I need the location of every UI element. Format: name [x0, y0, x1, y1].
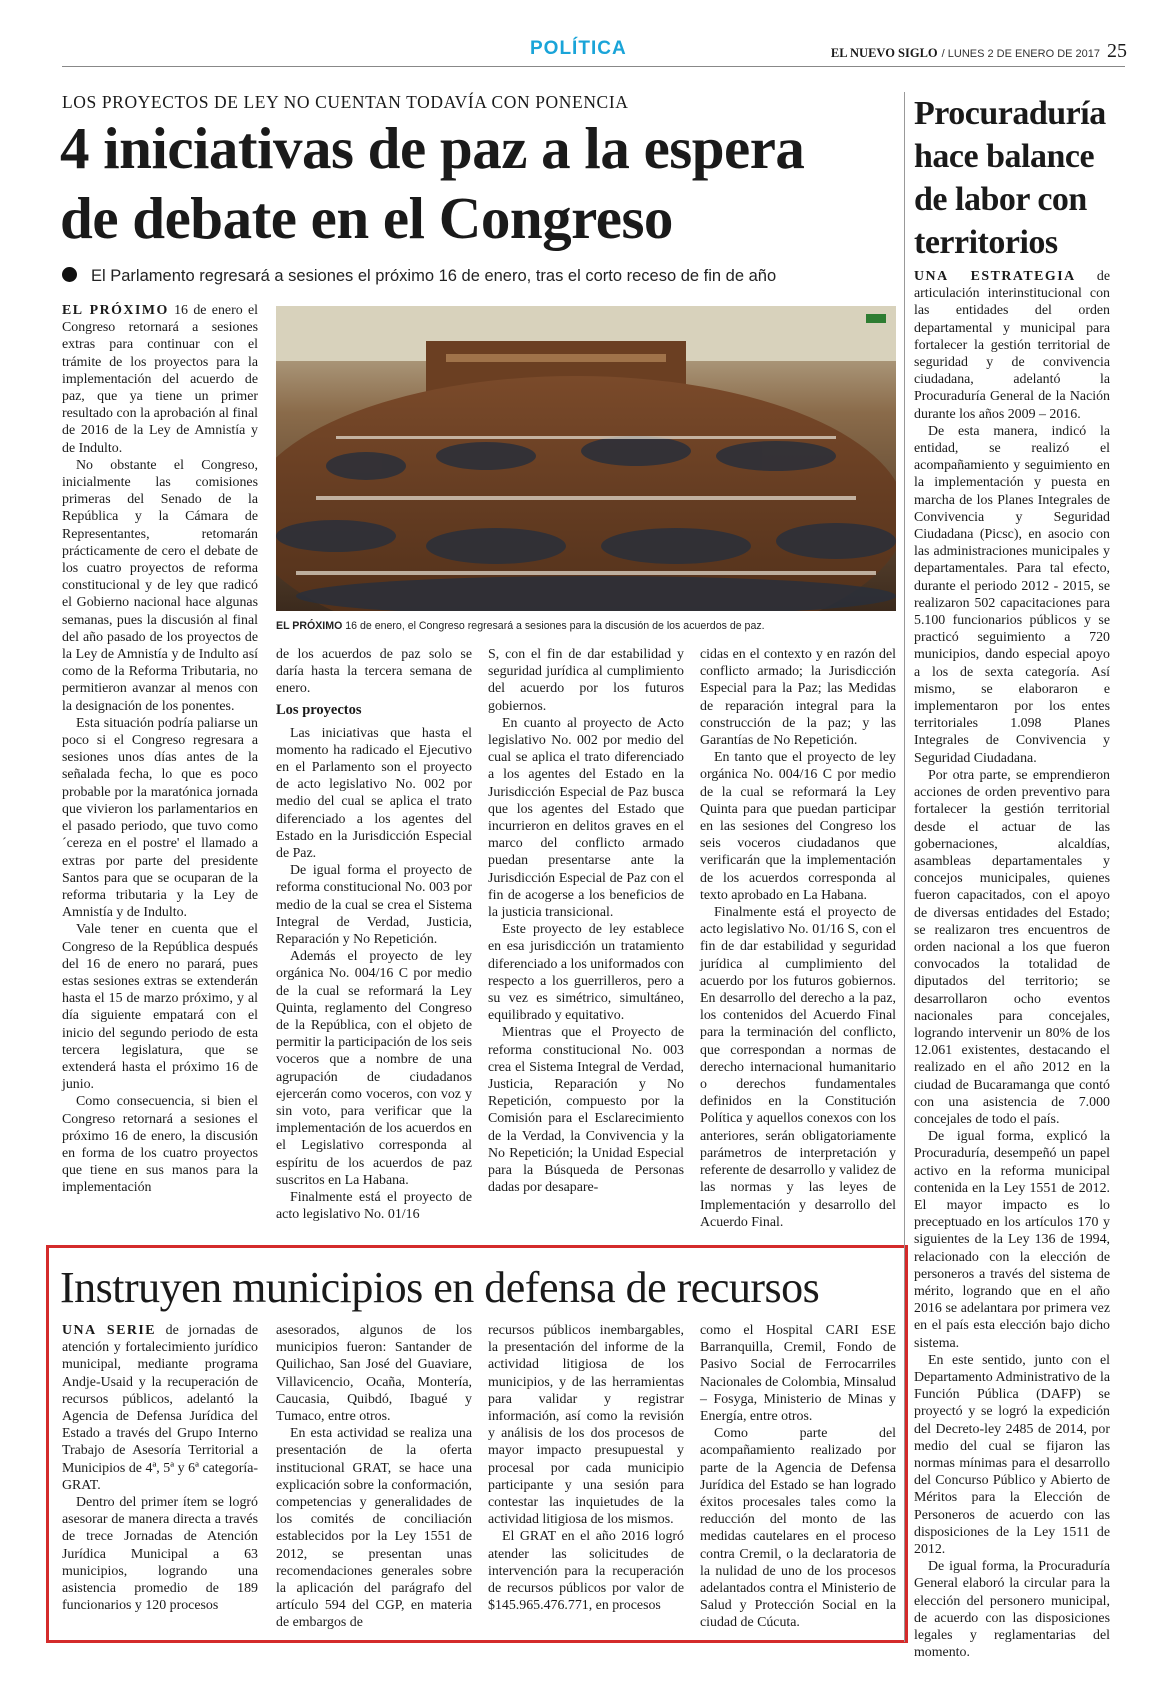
article-column-4 [700, 646, 896, 1231]
paragraph: Como consecuencia, si bien el Congreso retornará a sesiones el próximo 16 de enero, la discusión en forma de los cuatro proyectos que tiene en sus manos para la implementación [62, 1094, 258, 1196]
box-column-1 [62, 1322, 258, 1614]
paragraph: de jornadas de atención y fortalecimiento jurídico municipal, mediante programa Andje-Usaid y la recuperación de recursos públicos, adelantó la Agencia de Defensa Jurídica del Estado a través del Grupo Interno Trabajo de Asesoría Territorial a Municipios de 4ª, 5ª y 6ª categoría- GRAT. [62, 1323, 258, 1493]
box-title: Instruyen municipios en defensa de recursos [60, 1263, 820, 1312]
paragraph: No obstante el Congreso, inicialmente las comisiones primeras del Senado de la República y la Cámara de Representantes, retomarán prácticamente de cero el debate de los cuatro proyectos de reforma constitucional y de ley que radicó el Gobierno nacional hace algunas semanas, pues la discusión al final del año pasado de los proyectos de la Ley de Amnistía y de Indulto así como de la Reforma Tributaria, no permitieron avanzar al menos con la designación de los ponentes. [62, 457, 258, 714]
page-number: 25 [1107, 40, 1127, 62]
sidebar-column [914, 268, 1110, 1661]
kicker: LOS PROYECTOS DE LEY NO CUENTAN TODAVÍA CON PONENCIA [62, 92, 629, 112]
paragraph: Finalmente está el proyecto de acto legislativo No. 01/16 [276, 1190, 472, 1223]
photo-caption [276, 620, 765, 632]
paragraph: Dentro del primer ítem se logró asesorar de manera directa a través de trece Jornadas de Atención Jurídica Municipal a 63 municipios, logrando una asistencia promedio de 189 funcionarios y 120 procesos [62, 1495, 258, 1614]
headline-line-2: de debate en el Congreso [60, 185, 673, 251]
subtitle-text: El Parlamento regresará a sesiones el próximo 16 de enero, tras el corto receso de fin de año [91, 267, 777, 285]
paragraph: Esta situación podría paliarse un poco si el Congreso regresara a sesiones unos días antes de la señalada fecha, lo que es poco probable por la maratónica jornada que vivieron los parlamentarios en el pasado periodo, que tuvo como ´cereza en el postre' el llamado a extras por parte del presidente Santos para que se ocuparan de la reforma tributaria y la Ley de Amnistía y de Indulto. [62, 715, 258, 921]
sidebar-title: Procuraduría hace balance de labor con territorios [914, 95, 1106, 261]
paragraph: de los acuerdos de paz solo se daría hasta la tercera semana de enero. [276, 647, 472, 697]
paragraph: cidas en el contexto y en razón del conflicto armado; la Jurisdicción Especial para la Paz; las Medidas de reparación integral para la construcción de la paz; y las Garantías de No Repetición. [700, 647, 896, 749]
congress-photo [276, 306, 896, 611]
caption-text: 16 de enero, el Congreso regresará a sesiones para la discusión de los acuerdos de paz. [342, 620, 765, 632]
paragraph: Mientras que el Proyecto de reforma constitucional No. 003 crea el Sistema Integral de Verdad, Justicia, Reparación y No Repetición, compuesto por la Comisión para el Esclarecimiento de la Verdad, la Convivencia y la No Repetición; la Unidad Especial para la Búsqueda de Personas dadas por desapare- [488, 1025, 684, 1196]
paragraph: Vale tener en cuenta que el Congreso de la República después del 16 de enero no parará, pues estas sesiones extras se extenderán hasta el 15 de marzo próximo, y al día siguiente empatará con el inicio del segundo periodo de esta tercera legislatura, que se extenderá hasta el próximo 16 de junio. [62, 922, 258, 1093]
issue-date: / LUNES 2 DE ENERO DE 2017 [941, 48, 1100, 60]
headline [60, 113, 890, 253]
paragraph: El GRAT en el año 2016 logró atender las solicitudes de intervención para la recuperación de recursos públicos por valor de $145.965.476.771, en procesos [488, 1529, 684, 1614]
subheading: Los proyectos [276, 701, 362, 718]
article-column-2 [276, 646, 472, 1224]
paragraph: De esta manera, indicó la entidad, se realizó el acompañamiento y seguimiento en la implementación y puesta en marcha de los Planes Integrales de Convivencia y Seguridad Ciudadana (Picsc), en asocio con las administraciones municipales y departamentales. Para tal efecto, durante el periodo 2012 - 2015, se realizaron 502 capacitaciones para 5.100 funcionarios públicos y se practicó seguimiento a 720 municipios, dando especial apoyo a los de sexta categoría. Así mismo, se elaboraron e implementaron por los entes territoriales 1.098 Planes Integrales de Convivencia y Seguridad Ciudadana. [914, 423, 1110, 766]
lead-words: EL PRÓXIMO [62, 303, 169, 318]
paragraph: asesorados, algunos de los municipios fueron: Santander de Quilichao, San José del Guaviare, Villavicencio, Ocaña, Montería, Caucasia, Quibdó, Ibagué y Tumaco, entre otros. [276, 1323, 472, 1425]
paragraph: En cuanto al proyecto de Acto legislativo No. 002 por medio del cual se aplica el trato diferenciado a los agentes del Estado en la Jurisdicción Especial de Paz busca que los agentes del Estado que incurrieron en delitos graves en el marco del conflicto armado puedan presentarse ante la Jurisdicción Especial de Paz con el fin de acogerse a los beneficios de la justicia transicional. [488, 715, 684, 921]
paragraph: De igual forma, explicó la Procuraduría, desempeñó un papel activo en la reforma municipal contenida en la Ley 1551 de 2012. El mayor impacto es lo preceptuado en los artículos 170 y siguientes de la Ley 136 de 1994, relacionado con la elección de personeros a través del sistema de mérito, logrando que en el año 2016 se adelantara por primera vez en el país esta elección bajo dicho sistema. [914, 1129, 1110, 1351]
bullet-icon [62, 267, 77, 282]
paragraph: Las iniciativas que hasta el momento ha radicado el Ejecutivo en el Parlamento son el proyecto de acto legislativo No. 002 por medio del cual se aplica el trato diferenciado a los agentes del Estado en la Jurisdicción Especial de Paz. [276, 725, 472, 862]
paragraph: De igual forma, la Procuraduría General elaboró la circular para la elección del personero municipal, de acuerdo con las disposiciones legales y reglamentarias del momento. [914, 1559, 1110, 1661]
paragraph: S, con el fin de dar estabilidad y seguridad jurídica al cumplimiento del acuerdo por los futuros gobiernos. [488, 647, 684, 714]
paragraph: como el Hospital CARI ESE Barranquilla, Cremil, Fondo de Pasivo Social de Ferrocarriles Nacionales de Colombia, Minsalud – Fosyga, Ministerio de Minas y Energía, entre otros. [700, 1323, 896, 1425]
paragraph: Finalmente está el proyecto de acto legislativo No. 01/16 S, con el fin de dar estabilidad y seguridad jurídica al cumplimiento del acuerdo por los futuros gobiernos. En desarrollo del derecho a la paz, los contenidos del Acuerdo Final para la terminación del conflicto, que correspondan a normas de derecho internacional humanitario o derechos fundamentales definidos en la Constitución Política y aquellos conexos con los anteriores, serán obligatoriamente parámetros de interpretación y referente de desarrollo y validez de las normas y las leyes de Implementación y desarrollo del Acuerdo Final. [700, 905, 896, 1230]
lead-words: UNA SERIE [62, 1323, 157, 1338]
sidebar-divider [904, 92, 905, 1642]
article-column-1 [62, 302, 258, 1197]
caption-lead: EL PRÓXIMO [276, 620, 343, 632]
box-column-2 [276, 1322, 472, 1632]
paragraph: En tanto que el proyecto de ley orgánica No. 004/16 C por medio de la cual se reformará la Ley Quinta para que puedan participar en las sesiones del Congreso los seis voceros ciudadanos que verificarán que la implementación de los acuerdos corresponda al texto aprobado en La Habana. [700, 750, 896, 903]
paragraph: De igual forma el proyecto de reforma constitucional No. 003 por medio de la cual se crea el Sistema Integral de Verdad, Justicia, Reparación y No Repetición. [276, 863, 472, 948]
headline-line-1: 4 iniciativas de paz a la espera [60, 115, 805, 181]
paragraph: En este sentido, junto con el Departamento Administrativo de la Función Pública (DAFP) se proyectó y se logró la expedición del Decreto-ley 2485 de 2014, por medio del cual se fijaron las normas mínimas para el desarrollo del Concurso Público y Abierto de Méritos para la Elección de Personeros de acuerdo con las disposiciones de la Ley 1511 de 2012. [914, 1352, 1110, 1558]
header-meta [831, 40, 1127, 63]
photo-credit-badge [866, 314, 886, 323]
paragraph: Este proyecto de ley establece en esa jurisdicción un tratamiento diferenciado a los uniformados con respecto a los guerrilleros, pero a su vez es simétrico, simultáneo, equilibrado y equitativo. [488, 922, 684, 1024]
paper-name: EL NUEVO SIGLO [830, 46, 938, 60]
box-column-4 [700, 1322, 896, 1632]
box-column-3 [488, 1322, 684, 1614]
subtitle [62, 267, 776, 286]
paragraph: En esta actividad se realiza una presentación de la oferta institucional GRAT, se hace una explicación sobre la conformación, competencias y generalidades de los comités de conciliación establecidos por la Ley 1551 de 2012, se presentan unas recomendaciones generales sobre la aplicación del parágrafo del artículo 594 del CGP, en materia de embargos de [276, 1426, 472, 1631]
paragraph: 16 de enero el Congreso retornará a sesiones extras para continuar con el trámite de los proyectos para la implementación del acuerdo de paz, que ya tiene un primer resultado con la aprobación al final de 2016 de la Ley de Amnistía y de Indulto. [62, 303, 258, 456]
paragraph: Además el proyecto de ley orgánica No. 004/16 C por medio de la cual se reformará la Ley Quinta, reglamento del Congreso de la República, con el objeto de permitir la participación de los seis voceros que a nombre de una agrupación de ciudadanos ejercerán como voceros, con voz y sin voto, para verificar que la implementación de los acuerdos en el Legislativo corresponda al espíritu de los acuerdos de paz suscritos en La Habana. [276, 949, 472, 1188]
paragraph: de articulación interinstitucional con las entidades del orden departamental y municipal para fortalecer la gestión territorial de seguridad y de convivencia ciudadana, adelantó la Procuraduría General de la Nación durante los años 2009 – 2016. [914, 269, 1110, 422]
lead-words: UNA ESTRATEGIA [914, 269, 1076, 284]
article-column-3 [488, 646, 684, 1197]
paragraph: recursos públicos inembargables, la presentación del informe de la actividad litigiosa de los municipios, y de las herramientas para validar y registrar información, así como la revisión y análisis de los dos procesos de mayor impacto presupuestal y procesal por cada municipio participante y una sesión para contestar las inquietudes de la actividad litigiosa de los mismos. [488, 1323, 684, 1528]
section-label: POLÍTICA [530, 38, 627, 59]
congress-photo-image [276, 306, 896, 611]
paragraph: Por otra parte, se emprendieron acciones de orden preventivo para fortalecer la gestión territorial desde el actuar de las gobernaciones, alcaldías, asambleas departamentales y concejos municipales, quienes fueron capacitados, con el apoyo de diversas entidades del Estado; se realizaron tres encuentros de orden nacional a los que fueron convocados la totalidad de diputados del territorio; se desarrollaron ocho eventos nacionales para concejales, logrando intervenir un 80% de los 12.061 existentes, destacando el realizado en el año 2012 en la ciudad de Bucaramanga que contó con una asistencia de 7.000 concejales de todo el país. [914, 767, 1110, 1127]
paragraph: Como parte del acompañamiento realizado por parte de la Agencia de Defensa Jurídica del Estado se han logrado éxitos procesales tales como la reducción del monto de las medidas cautelares en el proceso contra Cremil, o la declaratoria de la nulidad de uno de los procesos adelantados contra el Ministerio de Salud y Protección Social en la ciudad de Cúcuta. [700, 1426, 896, 1631]
header-rule [62, 66, 1125, 67]
